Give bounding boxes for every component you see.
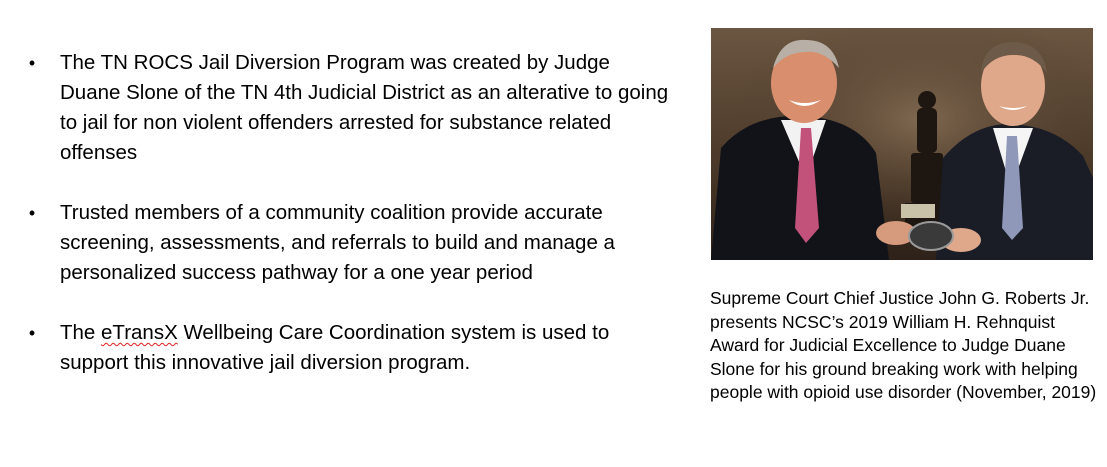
bullet-marker: • [28,53,36,73]
photo-of-two-men-with-award-icon [711,28,1093,260]
bullet-text [60,321,609,374]
spellcheck-flagged-word: eTransX [101,321,178,344]
bullet-text: Trusted members of a community coalition provide accurate screening, assessments, and referrals to build and manage a personalized success pathway for a one year period [60,201,615,284]
bullet-text-before: The [60,321,102,344]
photo-caption: Supreme Court Chief Justice John G. Roberts Jr. presents NCSC’s 2019 William H. Rehnquist Award for Judicial Excellence to Judge Duane Slone for his ground breaking work with helping people with opioid use disorder (November, 2019) [710,288,1097,402]
bullet-text-after: Wellbeing Care Coordination system is used to support this innovative jail diversion program. [60,321,610,374]
bullet-text: The TN ROCS Jail Diversion Program was created by Judge Duane Slone of the TN 4th Judicial District as an alterative to going to jail for non violent offenders arrested for substance related offenses [60,51,669,164]
bullet-item-program-origin [24,48,674,168]
bullet-item-community-coalition [24,198,674,288]
bullet-list [24,48,674,408]
bullet-item-care-coordination [24,318,674,378]
bullet-marker: • [28,323,36,343]
award-photo [711,28,1093,260]
bullet-marker: • [28,203,36,223]
